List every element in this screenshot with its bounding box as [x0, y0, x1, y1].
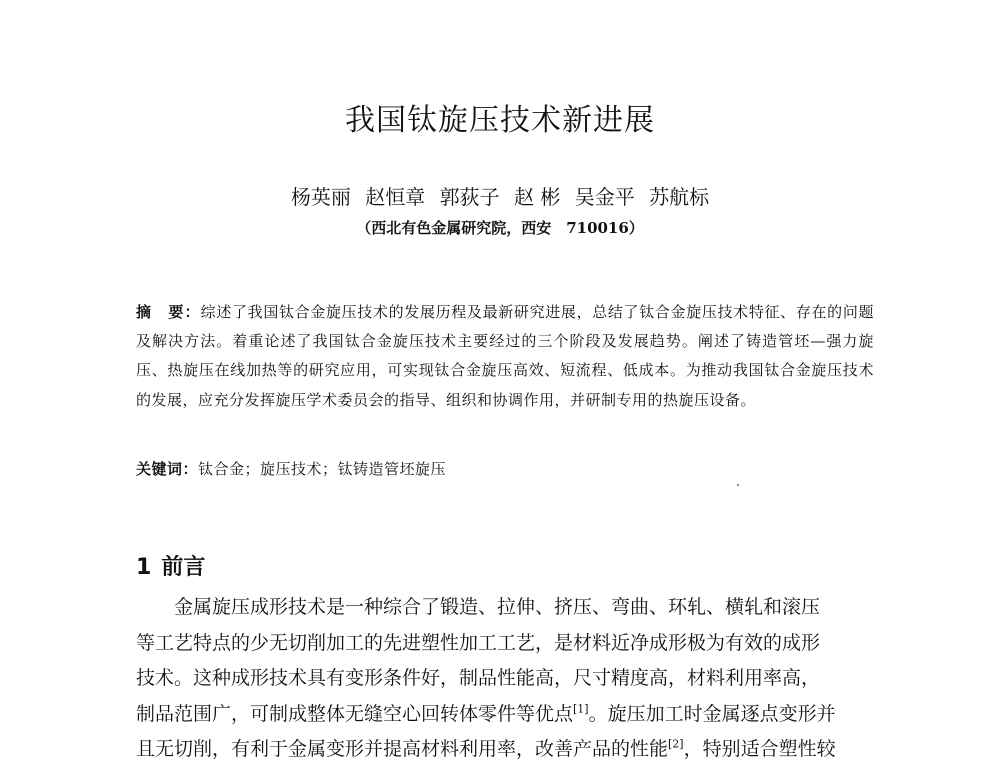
abstract-label [136, 303, 201, 321]
author-list [0, 182, 1000, 212]
body-paragraph [136, 590, 884, 768]
body-line-part: 。旋压加工时金属逐点变形并 [588, 702, 836, 725]
body-line [136, 697, 884, 733]
section-heading [136, 552, 205, 584]
author-name: 赵 彬 [514, 185, 561, 209]
author-name: 杨英丽 [290, 185, 351, 209]
keywords-label: 关键词： [136, 460, 199, 478]
body-line-part: ，特别适合塑性较 [683, 738, 836, 760]
abstract-label-second: 要： [168, 303, 201, 321]
body-line-part: 且无切削，有利于金属变形并提高材料利用率，改善产品的性能 [136, 738, 669, 760]
author-name: 赵恒章 [365, 185, 426, 209]
keywords [136, 455, 874, 484]
body-line: 技术。这种成形技术具有变形条件好，制品性能高，尺寸精度高，材料利用率高， [136, 667, 821, 689]
citation-ref[interactable]: [1] [573, 702, 589, 716]
affiliation: （西北有色金属研究院，西安 710016） [356, 219, 644, 237]
author-name: 吴金平 [574, 185, 635, 209]
section-number: 1 [136, 555, 152, 580]
paper-title: 我国钛旋压技术新进展 [345, 103, 655, 138]
author-name: 郭荻子 [439, 185, 500, 209]
keywords-text: 钛合金；旋压技术；钛铸造管坯旋压 [198, 460, 447, 478]
author-name: 苏航标 [649, 185, 710, 209]
abstract [136, 298, 874, 415]
abstract-text: 综述了我国钛合金旋压技术的发展历程及最新研究进展，总结了钛合金旋压技术特征、存在的问题及解决方法。着重论述了我国钛合金旋压技术主要经过的三个阶段及发展趋势。阐述了铸造管坯—强力旋压、热旋压在线加热等的研究应用，可实现钛合金旋压高效、短流程、低成本。为推动我国钛合金旋压技术的发展，应充分发挥旋压学术委员会的指导、组织和协调作用，并研制专用的热旋压设备。 [136, 303, 874, 409]
citation-ref[interactable]: [2] [668, 737, 684, 751]
body-line: 等工艺特点的少无切削加工的先进塑性加工工艺，是材料近净成形极为有效的成形 [136, 631, 821, 654]
abstract-label-first: 摘 [136, 303, 153, 321]
section-title: 前言 [161, 555, 206, 580]
body-line-part: 制品范围广，可制成整体无缝空心回转体零件等优点 [136, 702, 574, 725]
scan-speck [737, 484, 739, 486]
body-line [136, 732, 884, 768]
body-line: 金属旋压成形技术是一种综合了锻造、拉伸、挤压、弯曲、环轧、横轧和滚压 [174, 596, 821, 618]
